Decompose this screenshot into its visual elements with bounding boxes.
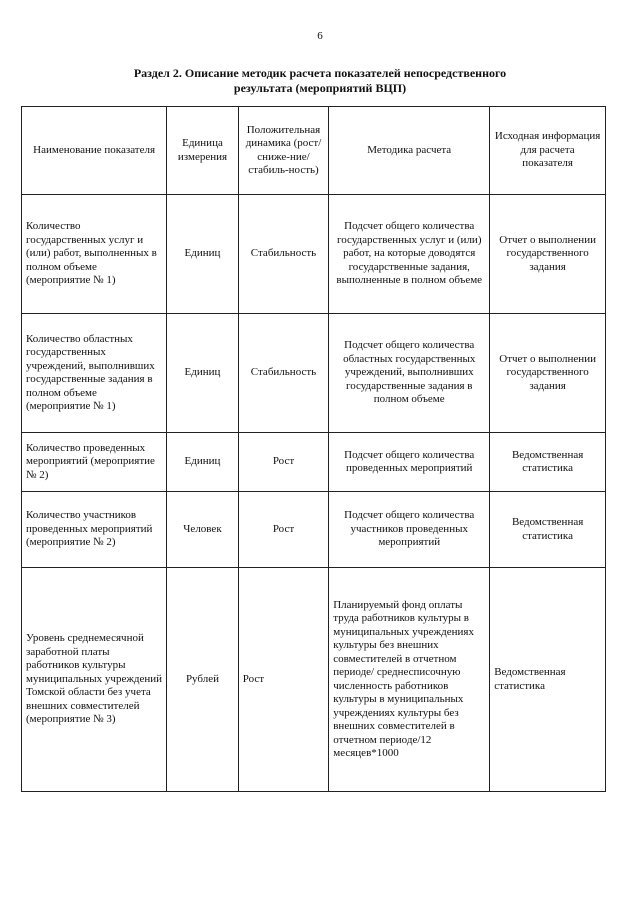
source-cell: Отчет о выполнении государственного задания [490,195,606,314]
indicator-name-cell: Количество проведенных мероприятий (мероприятие № 2) [22,433,167,492]
header-dynamics: Положительная динамика (рост/сниже-ние/стабиль-ность) [238,107,328,195]
source-cell: Ведомственная статистика [490,568,606,792]
table-row [22,195,606,314]
method-cell: Подсчет общего количества областных государственных учреждений, выполнивших государственные задания в полном объеме [329,314,490,433]
source-cell: Ведомственная статистика [490,433,606,492]
unit-cell: Рублей [167,568,239,792]
table-header-row [22,107,606,195]
table-row [22,568,606,792]
unit-cell: Человек [167,492,239,568]
dynamics-cell: Рост [238,492,328,568]
header-source: Исходная информация для расчета показателя [490,107,606,195]
table-row [22,492,606,568]
method-cell: Подсчет общего количества государственных услуг и (или) работ, на которые доводятся государственные задания, выполненные в полном объеме [329,195,490,314]
indicator-name-cell: Количество участников проведенных мероприятий (мероприятие № 2) [22,492,167,568]
section-title-line-1: Раздел 2. Описание методик расчета показателей непосредственного [133,66,507,80]
indicator-name-cell: Количество областных государственных учреждений, выполнивших государственные задания в полном объеме (мероприятие № 1) [22,314,167,433]
dynamics-cell: Рост [238,433,328,492]
method-cell: Подсчет общего количества участников проведенных мероприятий [329,492,490,568]
section-title [100,66,540,96]
method-cell: Подсчет общего количества проведенных мероприятий [329,433,490,492]
table-row [22,314,606,433]
dynamics-cell: Стабильность [238,314,328,433]
header-unit: Единица измерения [167,107,239,195]
indicator-name-cell: Уровень среднемесячной заработной платы работников культуры муниципальных учреждений Томской области без учета внешних совместителей (мероприятие № 3) [22,568,167,792]
source-cell: Отчет о выполнении государственного задания [490,314,606,433]
dynamics-cell: Рост [238,568,328,792]
table-row [22,433,606,492]
unit-cell: Единиц [167,433,239,492]
page-number: 6 [317,30,323,42]
unit-cell: Единиц [167,195,239,314]
unit-cell: Единиц [167,314,239,433]
dynamics-cell: Стабильность [238,195,328,314]
header-method: Методика расчета [329,107,490,195]
method-cell: Планируемый фонд оплаты труда работников культуры в муниципальных учреждениях культуры без внешних совместителей в отчетном периоде/ среднесписочную численность работников культуры в муниципальных учреждениях культуры без внешних совместителей в отчетном периоде/12 месяцев*1000 [329,568,490,792]
methods-table [21,106,606,792]
section-title-line-2: результата (мероприятий ВЦП) [233,81,407,95]
source-cell: Ведомственная статистика [490,492,606,568]
indicator-name-cell: Количество государственных услуг и (или) работ, выполненных в полном объеме (мероприятие № 1) [22,195,167,314]
header-indicator-name: Наименование показателя [22,107,167,195]
